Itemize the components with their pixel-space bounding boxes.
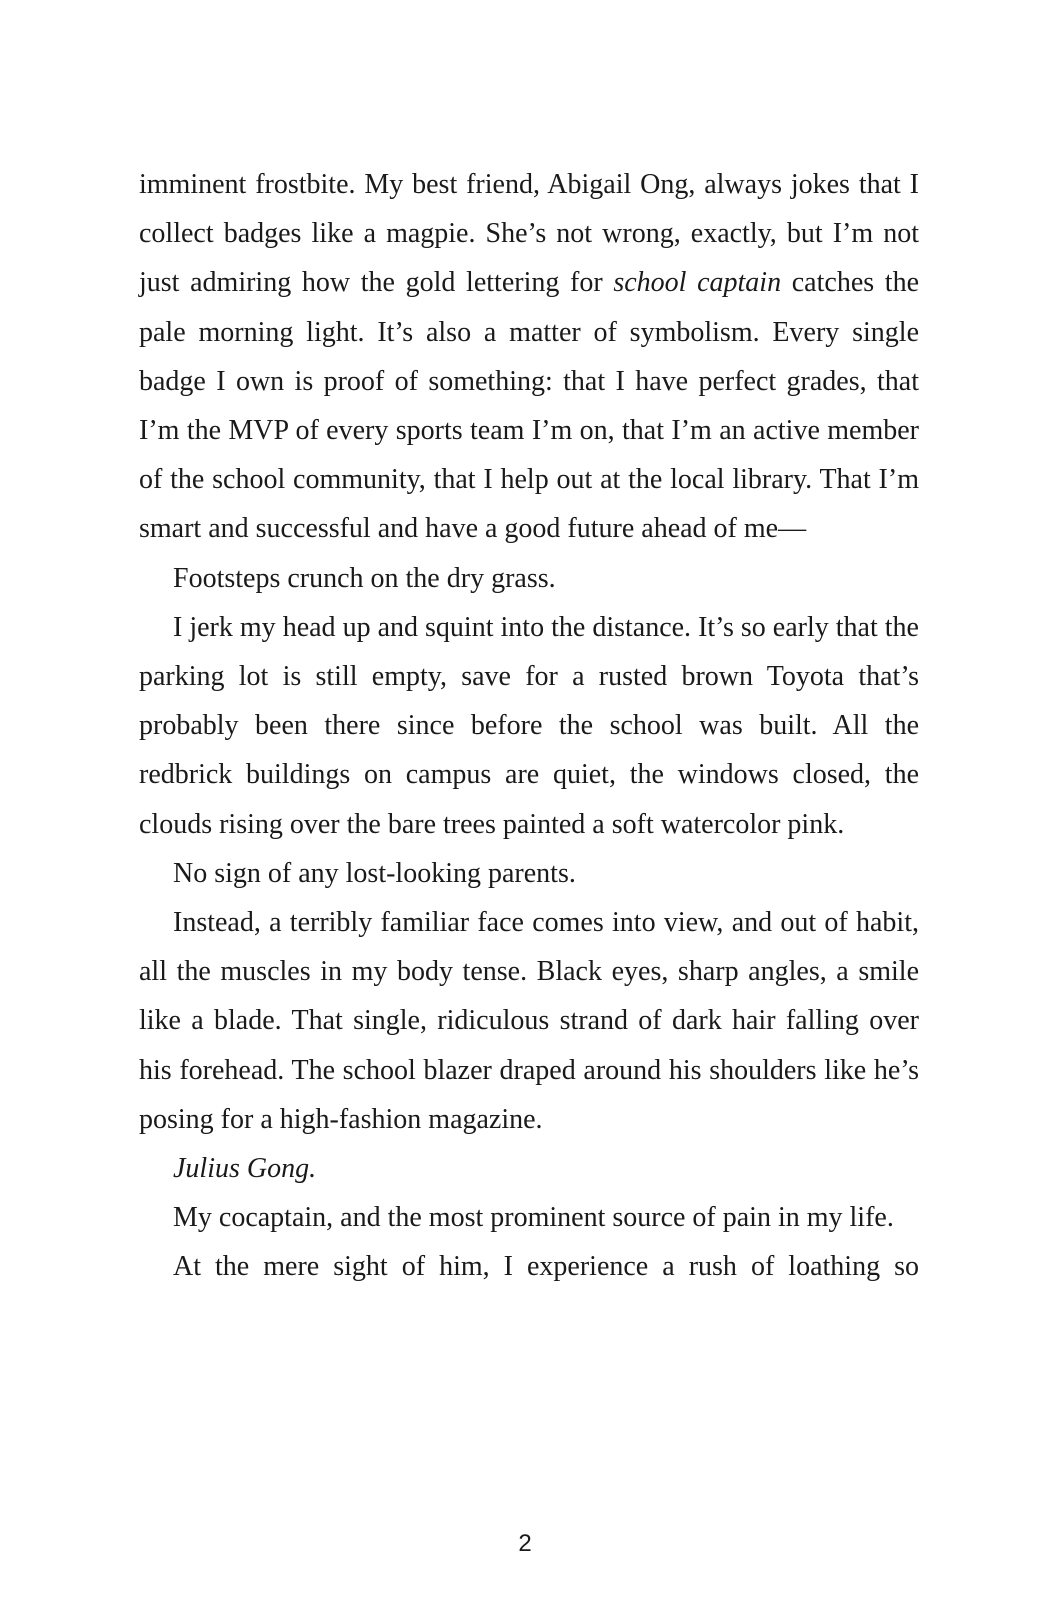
paragraph-4: No sign of any lost-looking parents. [173, 857, 576, 889]
paragraph-2: Footsteps crunch on the dry grass. [173, 562, 556, 594]
italic-julius-gong: Julius Gong. [173, 1153, 317, 1185]
paragraph-1-text-b: catches the pale morning light. It’s also a matter of symbolism. Every single badge I own is proof of something: that I have perfect grades, that I’m the MVP of every sports team I’m on, that I’m an active member of the school community, that I help out at the local library. That I’m smart and successful and have a good future ahead of me— [139, 267, 920, 545]
paragraph-1 [139, 160, 919, 554]
page-number: 2 [518, 1530, 532, 1557]
body-text [139, 160, 919, 1292]
italic-school-captain: school captain [613, 267, 782, 299]
paragraph-8: At the mere sight of him, I experience a rush of loathing so [173, 1251, 919, 1283]
paragraph-7: My cocaptain, and the most prominent source of pain in my life. [173, 1202, 894, 1234]
paragraph-6 [139, 1144, 919, 1193]
paragraph-1-text-a: imminent frostbite. My best friend, Abigail Ong, always jokes that I collect badges like a magpie. She’s not wrong, exactly, but I’m not just admiring how the gold lettering for [139, 169, 919, 299]
paragraph-5: Instead, a terribly familiar face comes into view, and out of habit, all the muscles in my body tense. Black eyes, sharp angles, a smile like a blade. That single, ridiculous strand of dark hair falling over his forehead. The school blazer draped around his shoulders like he’s posing for a high-fashion magazine. [139, 907, 919, 1135]
paragraph-3: I jerk my head up and squint into the distance. It’s so early that the parking lot is still empty, save for a rusted brown Toyota that’s probably been there since before the school was built. All the redbrick buildings on campus are quiet, the windows closed, the clouds rising over the bare trees painted a soft watercolor pink. [139, 611, 919, 840]
